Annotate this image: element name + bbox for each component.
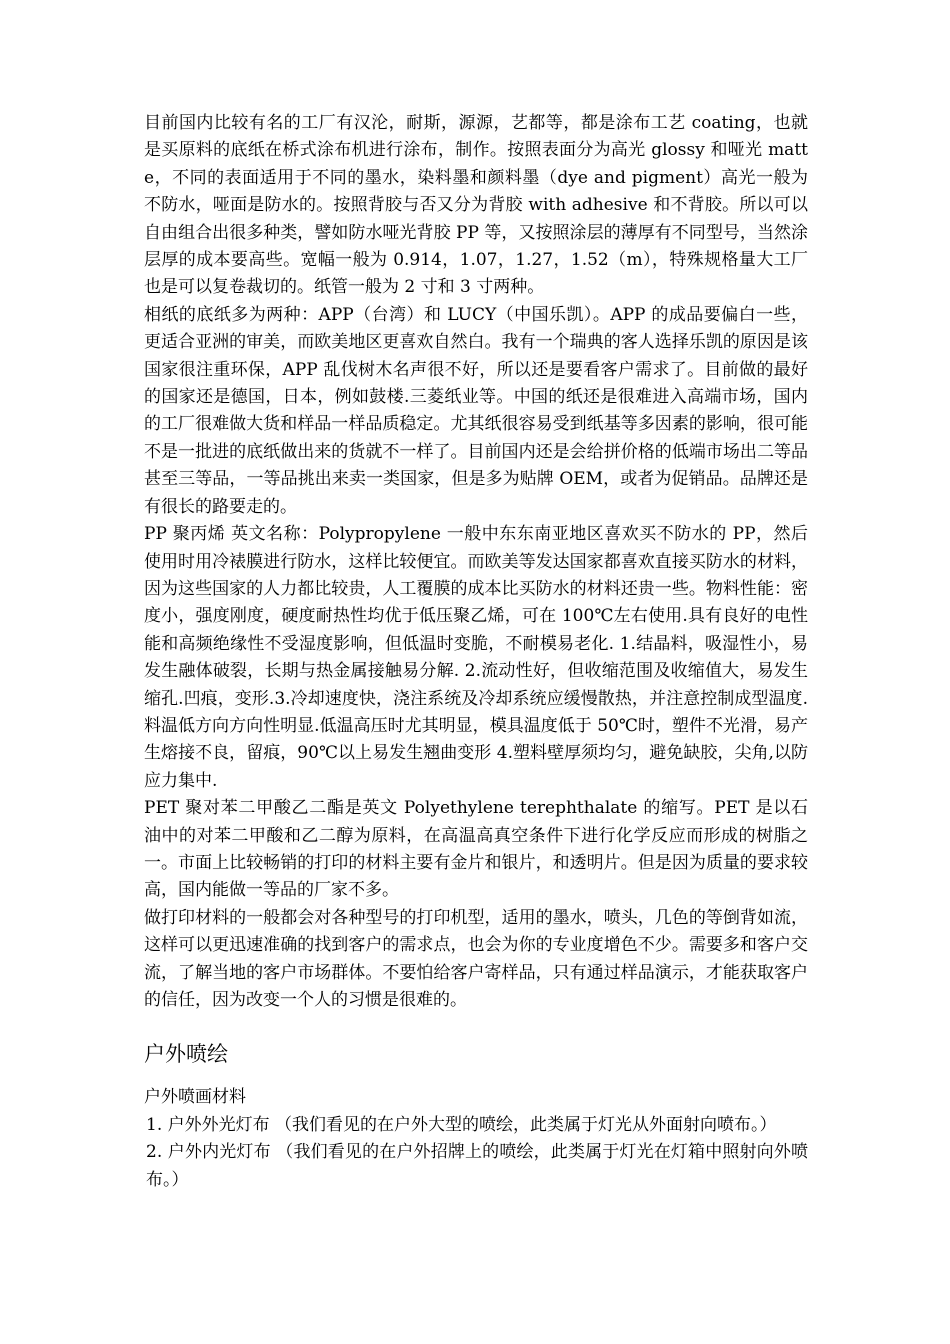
section-heading: 户外喷绘 — [144, 1042, 228, 1067]
document-page — [144, 110, 808, 1194]
paragraph-sales-advice: 做打印材料的一般都会对各种型号的打印机型，适用的墨水，喷头，几色的等倒背如流，这样可以更迅速准确的找到客户的需求点，也会为你的专业度增色不少。需要多和客户交流，了解当地的客户市场群体。不要怕给客户寄样品，只有通过样品演示，才能获取客户的信任，因为改变一个人的习惯是很难的。 — [144, 907, 808, 1010]
section-subheading: 户外喷画材料 — [144, 1087, 246, 1108]
paragraph-coating-factories: 目前国内比较有名的工厂有汉沦，耐斯，源源，艺都等，都是涂布工艺 coating，也就是买原料的底纸在桥式涂布机进行涂布，制作。按照表面分为高光 glossy 和哑光 matte，不同的表面适用于不同的墨水，染料墨和颜料墨（dye and pigment）高光一般为不防水，哑面是防水的。按照背胶与否又分为背胶 with adhesive 和不背胶。所以可以自由组合出很多种类，譬如防水哑光背胶 PP 等，又按照涂层的薄厚有不同型号，当然涂层厚的成本要高些。宽幅一般为 0.914，1.07，1.27，1.52（m），特殊规格量大工厂也是可以复卷裁切的。纸管一般为 2 寸和 3 寸两种。 — [144, 113, 808, 298]
paragraph-photo-paper-base: 相纸的底纸多为两种：APP（台湾）和 LUCY（中国乐凯）。APP 的成品要偏白一些，更适合亚洲的审美，而欧美地区更喜欢自然白。我有一个瑞典的客人选择乐凯的原因是该国家很注重环保，APP 乱伐树木名声很不好，所以还是要看客户需求了。目前做的最好的国家还是德国，日本，例如鼓楼.三菱纸业等。中国的纸还是很难进入高端市场，国内的工厂很难做大货和样品一样品质稳定。尤其纸很容易受到纸基等多因素的影响，很可能不是一批进的底纸做出来的货就不一样了。目前国内还是会给拼价格的低端市场出二等品甚至三等品，一等品挑出来卖一类国家，但是多为贴牌 OEM，或者为促销品。品牌还是有很长的路要走的。 — [144, 304, 808, 517]
paragraph-pp-polypropylene: PP 聚丙烯 英文名称：Polypropylene 一般中东东南亚地区喜欢买不防水的 PP，然后使用时用冷裱膜进行防水，这样比较便宜。而欧美等发达国家都喜欢直接买防水的材料，因为这些国家的人力都比较贵，人工覆膜的成本比买防水的材料还贵一些。物料性能：密度小，强度刚度，硬度耐热性均优于低压聚乙烯，可在 100℃左右使用.具有良好的电性能和高频绝缘性不受湿度影响，但低温时变脆，不耐模易老化. 1.结晶料，吸湿性小，易发生融体破裂，长期与热金属接触易分解. 2.流动性好，但收缩范围及收缩值大，易发生缩孔.凹痕，变形.3.冷却速度快，浇注系统及冷却系统应缓慢散热，并注意控制成型温度.料温低方向方向性明显.低温高压时尤其明显，模具温度低于 50℃时，塑件不光滑，易产生熔接不良，留痕，90℃以上易发生翘曲变形 4.塑料壁厚须均匀，避免缺胶，尖角,以防应力集中. — [144, 524, 808, 791]
list-item: 2. 户外内光灯布 （我们看见的在户外招牌上的喷绘，此类属于灯光在灯箱中照射向外喷布。） — [146, 1142, 808, 1190]
paragraph-pet: PET 聚对苯二甲酸乙二酯是英文 Polyethylene terephthalate 的缩写。PET 是以石油中的对苯二甲酸和乙二醇为原料，在高温高真空条件下进行化学反应而形成的树脂之一。市面上比较畅销的打印的材料主要有金片和银片，和透明片。但是因为质量的要求较高，国内能做一等品的厂家不多。 — [144, 798, 808, 901]
material-list — [144, 1112, 808, 1194]
list-item: 1. 户外外光灯布 （我们看见的在户外大型的喷绘，此类属于灯光从外面射向喷布。） — [146, 1114, 777, 1135]
